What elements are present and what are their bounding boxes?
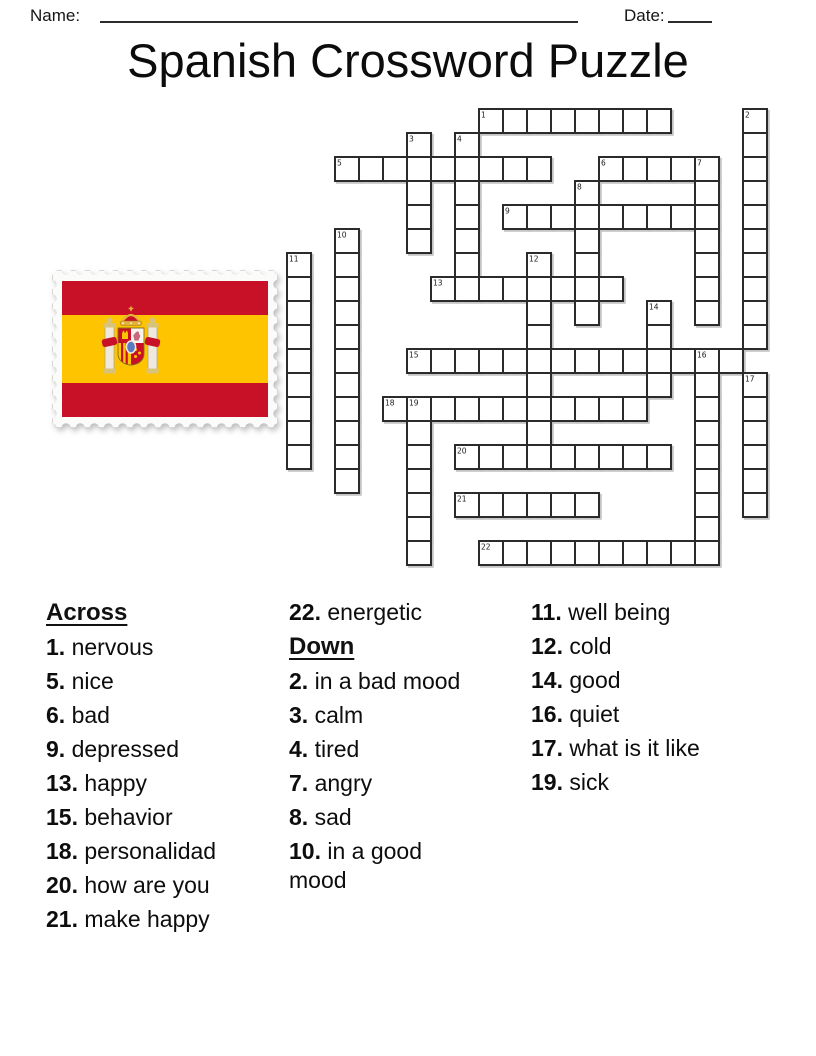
clue-item-number: 13. (46, 770, 78, 796)
clue-item-12: 12. cold (531, 633, 612, 659)
clue-item-number: 20. (46, 872, 78, 898)
clue-item-14: 14. good (531, 667, 621, 693)
clue-item-number: 3. (289, 702, 309, 728)
clue-item-number: 22. (289, 599, 321, 625)
clue-item-number: 1. (46, 634, 66, 660)
clue-item-number: 21. (46, 906, 78, 932)
clue-number-10: 10 (337, 230, 347, 240)
clue-item-number: 6. (46, 702, 66, 728)
clue-number-9: 9 (505, 206, 510, 216)
clue-number-13: 13 (433, 278, 443, 288)
clue-number-17: 17 (745, 374, 755, 384)
clue-number-16: 16 (697, 350, 707, 360)
clue-item-number: 11. (531, 599, 562, 625)
clue-number-4: 4 (457, 134, 462, 144)
clue-item-1: 1. nervous (46, 634, 154, 660)
clue-item-17: 17. what is it like (531, 735, 700, 761)
clue-heading-across: Across (46, 599, 128, 626)
clue-item-number: 19. (531, 769, 563, 795)
spain-flag-stamp (50, 268, 280, 430)
clue-item-number: 2. (289, 668, 309, 694)
clue-number-8: 8 (577, 182, 582, 192)
clue-number-20: 20 (457, 446, 467, 456)
clue-number-18: 18 (385, 398, 395, 408)
clue-item-19: 19. sick (531, 769, 609, 795)
clue-number-12: 12 (529, 254, 539, 264)
name-label: Name: (30, 6, 81, 25)
clue-number-5: 5 (337, 158, 342, 168)
clue-number-3: 3 (409, 134, 414, 144)
clue-column-across (46, 598, 289, 939)
clue-number-7: 7 (697, 158, 702, 168)
clue-item-9: 9. depressed (46, 736, 179, 762)
clue-number-1: 1 (481, 110, 486, 120)
clue-item-16: 16. quiet (531, 701, 620, 727)
clue-item-4: 4. tired (289, 736, 360, 762)
clue-item-5: 5. nice (46, 668, 114, 694)
name-blank-line (100, 21, 578, 23)
clue-item-10: 10. in a good mood (289, 838, 423, 893)
clue-item-number: 17. (531, 735, 563, 761)
date-label: Date: (624, 6, 665, 25)
clue-item-22: 22. energetic (289, 599, 422, 625)
clue-item-18: 18. personalidad (46, 838, 217, 864)
spain-flag (62, 281, 268, 417)
flag-red-top (62, 281, 268, 315)
clue-number-19: 19 (409, 398, 419, 408)
clue-item-number: 16. (531, 701, 563, 727)
clue-item-6: 6. bad (46, 702, 110, 728)
flag-yellow-mid (62, 315, 268, 383)
clue-item-number: 10. (289, 838, 321, 864)
clue-item-7: 7. angry (289, 770, 373, 796)
flag-red-bottom (62, 383, 268, 417)
clue-item-number: 14. (531, 667, 563, 693)
clue-number-2: 2 (745, 110, 750, 120)
crossword-svg (285, 107, 771, 569)
clue-item-15: 15. behavior (46, 804, 173, 830)
clue-item-11: 11. well being (531, 599, 671, 625)
clue-number-15: 15 (409, 350, 419, 360)
clue-item-2: 2. in a bad mood (289, 668, 461, 694)
clue-heading-down: Down (289, 633, 355, 660)
clue-column-middle (289, 598, 465, 900)
clue-item-13: 13. happy (46, 770, 148, 796)
clue-item-8: 8. sad (289, 804, 352, 830)
clue-column-right (531, 598, 712, 802)
clue-item-21: 21. make happy (46, 906, 210, 932)
crossword-grid (285, 107, 771, 569)
clue-item-number: 12. (531, 633, 563, 659)
clue-item-number: 9. (46, 736, 66, 762)
clue-number-21: 21 (457, 494, 467, 504)
clue-item-number: 4. (289, 736, 309, 762)
clue-item-number: 18. (46, 838, 78, 864)
clue-number-6: 6 (601, 158, 606, 168)
clue-number-22: 22 (481, 542, 491, 552)
date-blank-line (668, 21, 712, 23)
clue-item-3: 3. calm (289, 702, 364, 728)
page-title: Spanish Crossword Puzzle (127, 34, 689, 87)
clue-item-number: 15. (46, 804, 78, 830)
clue-item-number: 7. (289, 770, 309, 796)
clue-number-11: 11 (289, 254, 299, 264)
clue-item-number: 8. (289, 804, 309, 830)
clue-number-14: 14 (649, 302, 659, 312)
clue-item-20: 20. how are you (46, 872, 210, 898)
clue-item-number: 5. (46, 668, 66, 694)
